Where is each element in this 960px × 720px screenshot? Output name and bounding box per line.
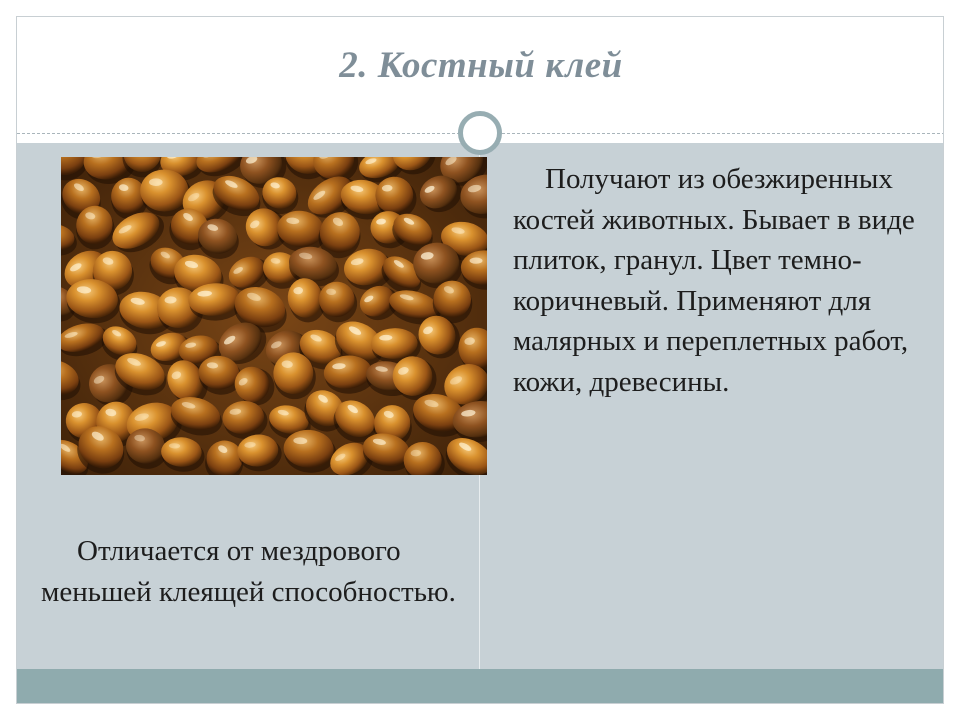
comparison-paragraph: Отличается от мездрового меньшей клеящей способностью.: [41, 535, 456, 608]
decorative-ring-icon: [458, 111, 502, 155]
slide-frame: [16, 16, 944, 704]
footer-bar: [17, 669, 944, 704]
slide-title: 2. Костный клей: [339, 45, 623, 86]
description-paragraph: Получают из обезжиренных костей животных. Бывает в виде плиток, гранул. Цвет темно-коричневый. Применяют для малярных и переплетных работ, кожи, древесины.: [513, 163, 915, 398]
glue-granules-photo: [61, 157, 487, 475]
